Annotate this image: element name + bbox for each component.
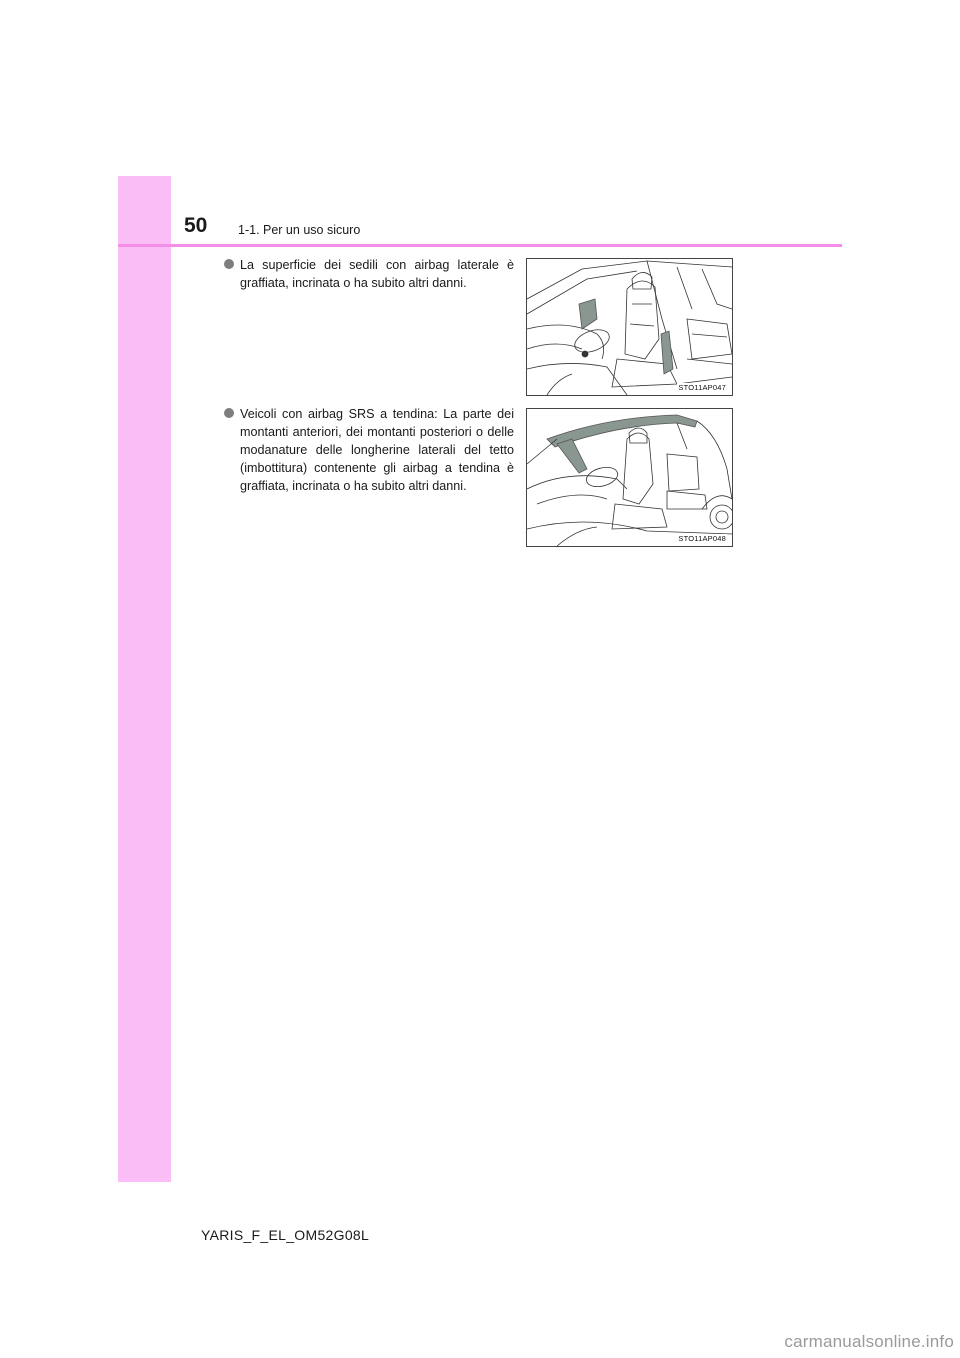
header-divider xyxy=(118,244,842,247)
seat-airbag-illustration xyxy=(527,259,732,395)
list-item-text: La superficie dei sedili con airbag laterale è graffiata, incrinata o ha subito altri danni. xyxy=(240,258,514,290)
footer-model-code: YARIS_F_EL_OM52G08L xyxy=(201,1227,370,1243)
list-item-side-airbag xyxy=(224,256,514,292)
figure-curtain-airbag xyxy=(526,408,733,547)
figure-code: STO11AP047 xyxy=(678,383,726,392)
figure-code: STO11AP048 xyxy=(678,534,726,543)
watermark: carmanualsonline.info xyxy=(784,1332,954,1351)
list-item-text: Veicoli con airbag SRS a tendina: La parte dei montanti anteriori, dei montanti posteriori o delle modanature delle longherine laterali del tetto (imbottitura) contenente gli airbag a tendina è graffiata, incrinata o ha subito altri danni. xyxy=(240,407,514,493)
page-number: 50 xyxy=(184,214,208,237)
list-item-curtain-airbag xyxy=(224,405,514,495)
bullet-icon xyxy=(224,259,234,269)
section-title: 1-1. Per un uso sicuro xyxy=(238,223,361,237)
figure-side-airbag-seat xyxy=(526,258,733,396)
chapter-sidebar-tab xyxy=(118,176,171,1182)
bullet-icon xyxy=(224,408,234,418)
curtain-airbag-illustration xyxy=(527,409,732,546)
